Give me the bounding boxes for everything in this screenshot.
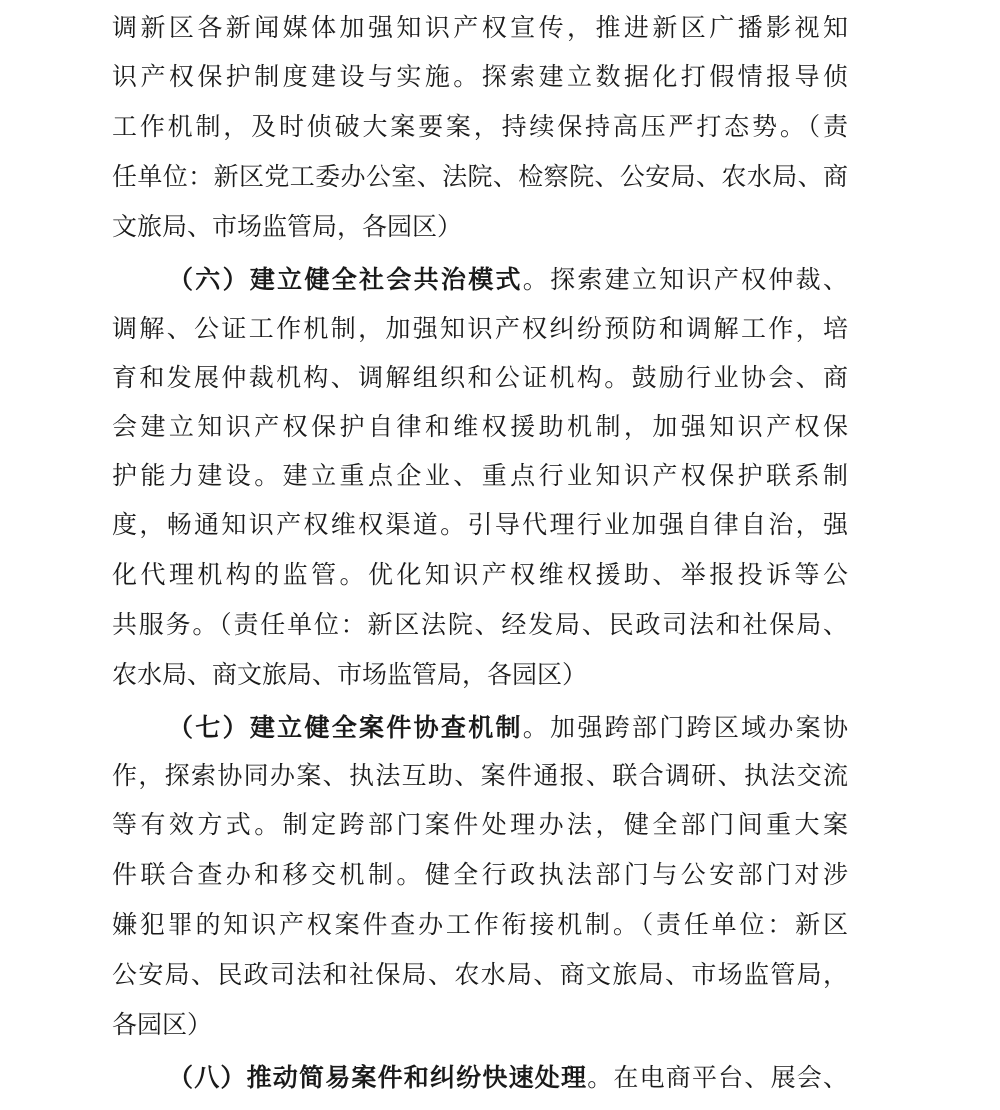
text-line: 各园区）: [112, 1010, 213, 1039]
text-line: 度，畅通知识产权维权渠道。引导代理行业加强自律自治，强: [112, 510, 848, 539]
text-line: 共服务。（责任单位：新区法院、经发局、民政司法和社保局、: [112, 610, 848, 639]
text-line: 文旅局、市场监管局，各园区）: [112, 212, 463, 241]
text-line: 会建立知识产权保护自律和维权援助机制，加强知识产权保: [112, 412, 848, 441]
text-line: 公安局、民政司法和社保局、农水局、商文旅局、市场监管局，: [112, 960, 848, 989]
section-heading-line: [168, 260, 848, 300]
text-line: 等有效方式。制定跨部门案件处理办法，健全部门间重大案: [112, 810, 848, 839]
text-line: 化代理机构的监管。优化知识产权维权援助、举报投诉等公: [112, 560, 848, 589]
section-heading: （八）推动简易案件和纠纷快速处理: [168, 1063, 588, 1092]
text-line: 作，探索协同办案、执法互助、案件通报、联合调研、执法交流: [112, 761, 848, 790]
text-line: 护能力建设。建立重点企业、重点行业知识产权保护联系制: [112, 461, 848, 490]
text-line: 调新区各新闻媒体加强知识产权宣传，推进新区广播影视知: [112, 13, 848, 42]
text-run: 。探索建立知识产权仲裁、: [522, 265, 848, 294]
text-run: 。加强跨部门跨区域办案协: [522, 713, 848, 742]
text-line: 识产权保护制度建设与实施。探索建立数据化打假情报导侦: [112, 62, 848, 91]
text-line: 育和发展仲裁机构、调解组织和公证机构。鼓励行业协会、商: [112, 363, 848, 392]
text-line: 调解、公证工作机制，加强知识产权纠纷预防和调解工作，培: [112, 314, 848, 343]
text-line: 农水局、商文旅局、市场监管局，各园区）: [112, 660, 588, 689]
section-heading-line: [168, 1058, 848, 1098]
text-line: 嫌犯罪的知识产权案件查办工作衔接机制。（责任单位：新区: [112, 910, 848, 939]
text-line: 任单位：新区党工委办公室、法院、检察院、公安局、农水局、商: [112, 162, 848, 191]
section-heading-line: [168, 708, 848, 748]
section-heading: （七）建立健全案件协查机制: [168, 713, 523, 742]
section-heading: （六）建立健全社会共治模式: [168, 265, 523, 294]
text-line: 工作机制，及时侦破大案要案，持续保持高压严打态势。（责: [112, 112, 848, 141]
text-run: 。在电商平台、展会、: [587, 1063, 848, 1092]
text-line: 件联合查办和移交机制。健全行政执法部门与公安部门对涉: [112, 860, 848, 889]
